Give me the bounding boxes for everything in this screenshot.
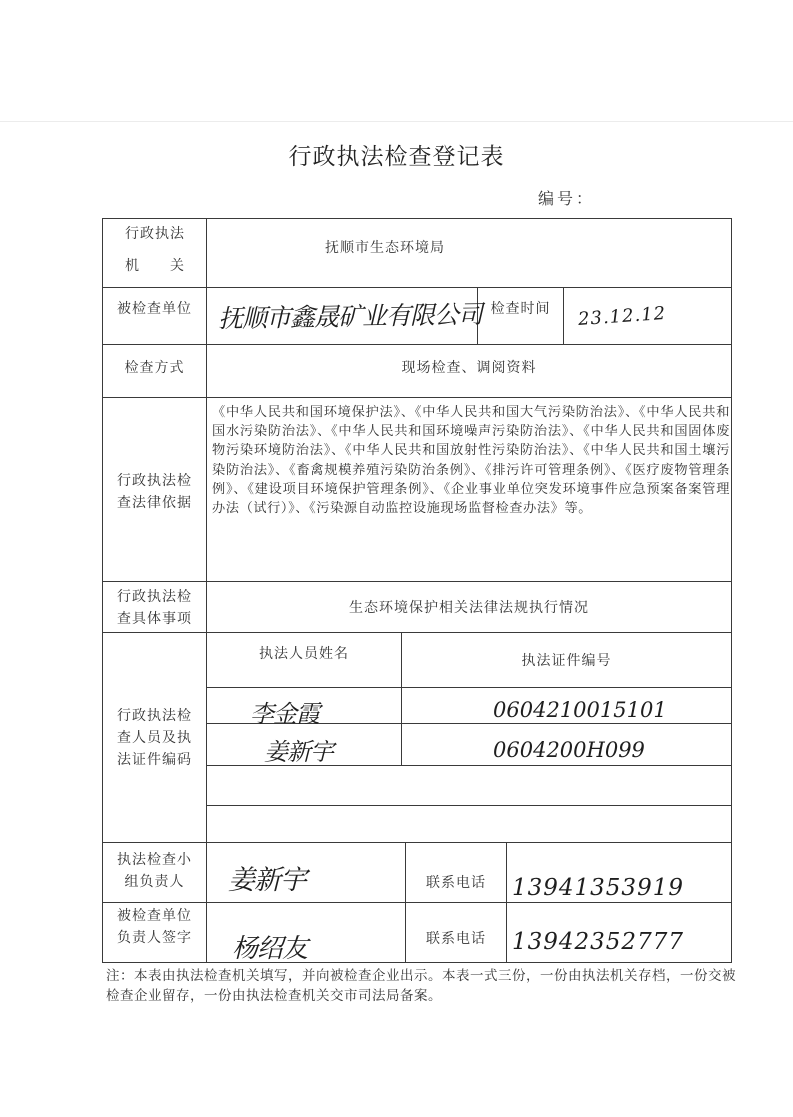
time-label: 检查时间: [490, 301, 551, 317]
column-divider: [506, 842, 507, 963]
column-header-name: 执法人员姓名: [259, 646, 349, 662]
unit-value-handwritten: 抚顺市鑫晟矿业有限公司: [217, 299, 483, 334]
method-value: 现场检查、调阅资料: [401, 360, 537, 376]
matters-label-line2: 查具体事项: [117, 611, 192, 627]
method-label: 检查方式: [124, 360, 185, 376]
group-leader-label-line2: 组负责人: [124, 874, 185, 890]
column-divider: [563, 287, 564, 345]
column-header-cert: 执法证件编号: [521, 653, 612, 669]
unit-signature-label-line2: 负责人签字: [117, 930, 192, 946]
sub-row-divider: [206, 805, 732, 806]
unit-label: 被检查单位: [117, 301, 192, 317]
personnel-label-line2: 查人员及执: [117, 730, 192, 746]
agency-label-line2: 机 关: [125, 258, 185, 274]
unit-signature-phone-handwritten: 13942352777: [512, 929, 684, 955]
personnel-label-line1: 行政执法检: [117, 708, 192, 724]
group-leader-phone-label: 联系电话: [426, 875, 486, 891]
officer-1-name-handwritten: 李金霞: [250, 700, 319, 728]
matters-value: 生态环境保护相关法律法规执行情况: [349, 600, 589, 616]
group-leader-phone-handwritten: 13941353919: [512, 875, 684, 901]
officer-2-name-handwritten: 姜新宇: [264, 738, 333, 766]
document-number-label: 编号：: [538, 189, 596, 208]
officer-1-cert-handwritten: 0604210015101: [493, 698, 667, 722]
group-leader-name-handwritten: 姜新宇: [228, 865, 306, 896]
agency-value: 抚顺市生态环境局: [325, 240, 445, 256]
personnel-label: [103, 633, 206, 842]
legal-basis-label-line1: 行政执法检: [117, 473, 192, 489]
footer-note: 注：本表由执法检查机关填写，并向被检查企业出示。本表一式三份，一份由执法机关存档，一份交被检查企业留存，一份由执法检查机关交市司法局备案。: [106, 968, 736, 1004]
sub-row-divider: [206, 687, 732, 688]
unit-signature-phone-label: 联系电话: [426, 931, 486, 947]
legal-basis-label-line2: 查法律依据: [117, 495, 192, 511]
legal-basis-text: 《中华人民共和国环境保护法》、《中华人民共和国大气污染防治法》、《中华人民共和国水污染防治法》、《中华人民共和国环境噪声污染防治法》、《中华人民共和国固体废物污染环境防治法》、《中华人民共和国放射性污染防治法》、《中华人民共和国土壤污染防治法》、《畜禽规模养殖污染防治条例》、《排污许可管理条例》、《医疗废物管理条例》、《建设项目环境保护管理条例》、《企业事业单位突发环境事件应急预案备案管理办法（试行）》、《污染源自动监控设施现场监督检查办法》等。: [212, 405, 730, 517]
unit-signature-name-handwritten: 杨绍友: [232, 934, 308, 964]
unit-signature-label-line1: 被检查单位: [117, 908, 192, 924]
page-title: 行政执法检查登记表: [288, 144, 505, 170]
time-value-handwritten: 23.12.12: [577, 302, 667, 331]
agency-label: [103, 219, 206, 287]
unit-signature-label: [103, 903, 206, 962]
officer-2-cert-handwritten: 0604200H099: [493, 738, 645, 762]
agency-label-line1: 行政执法: [125, 226, 185, 242]
table-border-right: [731, 218, 732, 963]
matters-label: [103, 582, 206, 632]
scan-edge-line: [0, 121, 793, 122]
legal-basis-label: [103, 398, 206, 581]
group-leader-label: [103, 843, 206, 902]
group-leader-label-line1: 执法检查小: [117, 852, 192, 868]
matters-label-line1: 行政执法检: [117, 589, 192, 605]
personnel-label-line3: 法证件编码: [117, 752, 192, 768]
